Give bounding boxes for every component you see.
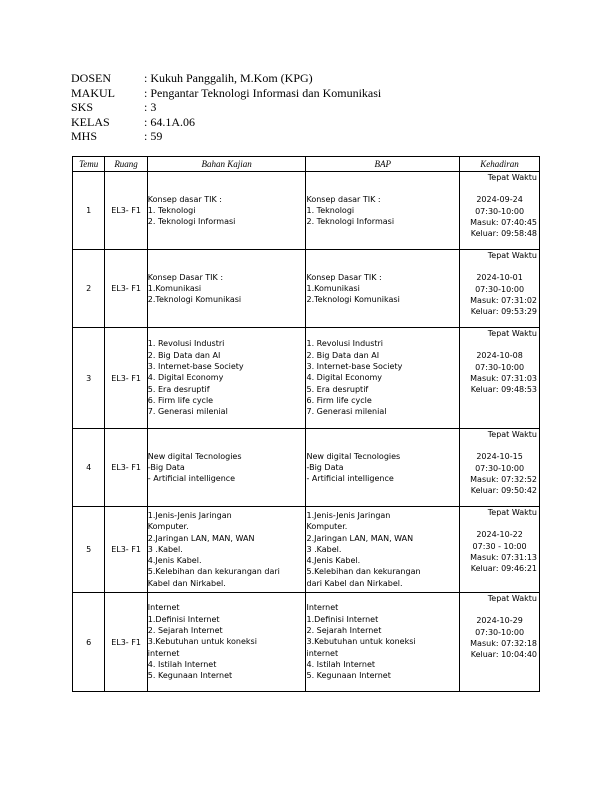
cell-kehadiran (460, 593, 540, 692)
attendance-check-in: Masuk: 07:31:03 (470, 373, 537, 383)
header-label: MHS (71, 129, 98, 143)
cell-text-line: Komputer. (147, 522, 189, 532)
header-value: : Kukuh Panggalih, M.Kom (KPG) (144, 71, 313, 85)
cell-text-line: 4. Istilah Internet (306, 659, 376, 669)
cell-text-line: 3 .Kabel. (306, 544, 342, 554)
cell-text-line: 5. Kegunaan Internet (306, 671, 391, 681)
spacer (460, 183, 539, 194)
header-value: : 3 (144, 100, 157, 114)
attendance-date: 2024-10-01 (476, 273, 523, 283)
cell-ruang: EL3- F1 (105, 507, 147, 593)
cell-text-line: 3 .Kabel. (147, 544, 183, 554)
header-value: : 64.1A.06 (144, 114, 195, 129)
cell-text-line: Komputer. (306, 522, 348, 532)
cell-ruang: EL3- F1 (105, 250, 147, 328)
spacer (460, 261, 539, 272)
column-header-bap: BAP (306, 157, 460, 172)
cell-text-line: 3.Kebutuhan untuk koneksi (147, 637, 257, 647)
spacer (460, 440, 539, 451)
cell-text-line: 2. Teknologi Informasi (147, 217, 236, 227)
cell-temu: 1 (73, 172, 105, 250)
header-row-mhs (71, 129, 381, 144)
cell-bahan-kajian (147, 429, 306, 507)
cell-temu: 3 (73, 328, 105, 429)
attendance-date: 2024-10-15 (476, 452, 523, 462)
attendance-time-range: 07:30-10:00 (475, 463, 525, 473)
cell-text-line: 5. Era desruptif (306, 384, 369, 394)
attendance-date: 2024-10-22 (476, 530, 523, 540)
cell-text-line: 1.Definisi Internet (147, 614, 220, 624)
attendance-check-out: Keluar: 10:04:40 (470, 650, 537, 660)
cell-text-line: 2.Teknologi Komunikasi (306, 295, 400, 305)
cell-text-line: 1.Definisi Internet (306, 614, 379, 624)
cell-bap (306, 593, 460, 692)
header-row-sks (71, 100, 381, 115)
cell-text-line: 3. Internet-base Society (306, 362, 403, 372)
header-label: DOSEN (71, 71, 112, 85)
table-row (73, 507, 540, 593)
header-label: SKS (71, 100, 94, 114)
attendance-date: 2024-10-08 (476, 351, 523, 361)
cell-text-line: 1.Komunikasi (306, 283, 360, 293)
cell-bahan-kajian (147, 172, 306, 250)
table-row (73, 328, 540, 429)
attendance-check-in: Masuk: 07:32:52 (470, 474, 537, 484)
attendance-time-range: 07:30-10:00 (475, 284, 525, 294)
cell-text-line: 5.Kelebihan dan kekurangan dari (147, 567, 280, 577)
cell-text-line: internet (306, 648, 339, 658)
cell-text-line: 5.Kelebihan dan kekurangan (306, 567, 421, 577)
cell-text-line: 2. Big Data dan AI (147, 350, 221, 360)
cell-text-line: 6. Firm life cycle (306, 395, 372, 405)
cell-text-line: -Big Data (306, 462, 344, 472)
cell-text-line: Konsep Dasar TIK : (147, 272, 224, 282)
cell-text-line: Kabel dan Nirkabel. (147, 578, 226, 588)
cell-text-line: dari Kabel dan Nirkabel. (306, 578, 403, 588)
cell-text-line: Konsep Dasar TIK : (306, 272, 382, 282)
cell-text-line: Konsep dasar TIK : (306, 194, 381, 204)
cell-bahan-kajian (147, 507, 306, 593)
table-row (73, 172, 540, 250)
cell-text-line: 2.Jaringan LAN, MAN, WAN (147, 533, 255, 543)
attendance-check-out: Keluar: 09:53:29 (470, 307, 537, 317)
cell-ruang: EL3- F1 (105, 328, 147, 429)
attendance-check-in: Masuk: 07:32:18 (470, 638, 537, 648)
header-value: : 59 (144, 129, 163, 143)
cell-ruang: EL3- F1 (105, 593, 147, 692)
table-row (73, 593, 540, 692)
cell-text-line: 7. Generasi milenial (306, 407, 387, 417)
header-label: KELAS (71, 114, 110, 129)
column-header-bahan-kajian: Bahan Kajian (147, 157, 306, 172)
attendance-check-in: Masuk: 07:40:45 (470, 217, 537, 227)
attendance-status: Tepat Waktu (487, 251, 537, 260)
cell-bap (306, 172, 460, 250)
attendance-status: Tepat Waktu (487, 430, 537, 439)
cell-ruang: EL3- F1 (105, 429, 147, 507)
cell-text-line: New digital Tecnologies (306, 451, 401, 461)
cell-text-line: 2. Teknologi Informasi (306, 217, 395, 227)
attendance-status: Tepat Waktu (487, 594, 537, 603)
cell-text-line: 4. Digital Economy (306, 373, 382, 383)
header-label: MAKUL (71, 85, 115, 100)
cell-temu: 2 (73, 250, 105, 328)
column-header-ruang: Ruang (105, 157, 147, 172)
cell-kehadiran (460, 172, 540, 250)
cell-text-line: 1.Jenis-Jenis Jaringan (147, 510, 232, 520)
attendance-check-out: Keluar: 09:58:48 (470, 229, 537, 239)
attendance-status: Tepat Waktu (487, 508, 537, 517)
cell-kehadiran (460, 507, 540, 593)
cell-bap (306, 507, 460, 593)
cell-text-line: 5. Kegunaan Internet (147, 671, 233, 681)
attendance-table (72, 156, 540, 692)
cell-text-line: 4. Digital Economy (147, 373, 224, 383)
header-row-dosen (71, 71, 381, 86)
attendance-time-range: 07:30-10:00 (475, 362, 525, 372)
cell-text-line: 3.Kebutuhan untuk koneksi (306, 637, 416, 647)
attendance-check-out: Keluar: 09:46:21 (470, 564, 537, 574)
cell-text-line: - Artificial intelligence (147, 474, 236, 484)
cell-text-line: 3. Internet-base Society (147, 362, 244, 372)
cell-text-line: 1. Teknologi (306, 205, 355, 215)
cell-text-line: 1. Teknologi (147, 205, 196, 215)
attendance-check-out: Keluar: 09:50:42 (470, 486, 537, 496)
cell-text-line: -Big Data (147, 462, 185, 472)
cell-text-line: 7. Generasi milenial (147, 407, 228, 417)
cell-kehadiran (460, 328, 540, 429)
cell-bap (306, 429, 460, 507)
attendance-status: Tepat Waktu (487, 329, 537, 338)
cell-text-line: Konsep dasar TIK : (147, 194, 222, 204)
cell-bahan-kajian (147, 593, 306, 692)
cell-text-line: New digital Tecnologies (147, 451, 242, 461)
attendance-date: 2024-09-24 (476, 195, 523, 205)
attendance-check-in: Masuk: 07:31:13 (470, 552, 537, 562)
cell-kehadiran (460, 429, 540, 507)
cell-text-line: 2. Big Data dan AI (306, 350, 380, 360)
header-row-makul (71, 86, 381, 101)
cell-text-line: 2. Sejarah Internet (306, 626, 382, 636)
header-row-kelas (71, 115, 381, 130)
attendance-date: 2024-10-29 (476, 616, 523, 626)
spacer (460, 339, 539, 350)
cell-text-line: 1. Revolusi Industri (147, 339, 225, 349)
cell-text-line: 2.Jaringan LAN, MAN, WAN (306, 533, 414, 543)
cell-text-line: 5. Era desruptif (147, 384, 210, 394)
attendance-time-range: 07:30-10:00 (475, 206, 525, 216)
spacer (460, 604, 539, 615)
cell-ruang: EL3- F1 (105, 172, 147, 250)
column-header-temu: Temu (73, 157, 105, 172)
cell-temu: 4 (73, 429, 105, 507)
cell-text-line: - Artificial intelligence (306, 474, 394, 484)
cell-text-line: 4.Jenis Kabel. (147, 556, 202, 566)
cell-bap (306, 328, 460, 429)
table-header-row (73, 157, 540, 172)
attendance-check-in: Masuk: 07:31:02 (470, 295, 537, 305)
cell-temu: 5 (73, 507, 105, 593)
cell-temu: 6 (73, 593, 105, 692)
cell-text-line: Internet (147, 603, 180, 613)
table-body (73, 172, 540, 692)
cell-bahan-kajian (147, 328, 306, 429)
cell-bap (306, 250, 460, 328)
attendance-check-out: Keluar: 09:48:53 (470, 385, 537, 395)
cell-text-line: 4. Istilah Internet (147, 659, 217, 669)
table-row (73, 250, 540, 328)
attendance-status: Tepat Waktu (487, 173, 537, 182)
cell-text-line: Internet (306, 603, 339, 613)
attendance-time-range: 07:30 - 10:00 (472, 541, 527, 551)
course-header (71, 71, 381, 144)
table-row (73, 429, 540, 507)
header-value: : Pengantar Teknologi Informasi dan Komunikasi (144, 85, 382, 100)
spacer (460, 518, 539, 529)
cell-text-line: 1.Jenis-Jenis Jaringan (306, 510, 391, 520)
cell-text-line: 4.Jenis Kabel. (306, 556, 361, 566)
cell-text-line: 1. Revolusi Industri (306, 339, 384, 349)
cell-text-line: 6. Firm life cycle (147, 395, 214, 405)
column-header-kehadiran: Kehadiran (460, 157, 540, 172)
attendance-time-range: 07:30-10:00 (475, 627, 525, 637)
cell-bahan-kajian (147, 250, 306, 328)
cell-kehadiran (460, 250, 540, 328)
cell-text-line: internet (147, 648, 180, 658)
cell-text-line: 2.Teknologi Komunikasi (147, 295, 242, 305)
cell-text-line: 1.Komunikasi (147, 283, 202, 293)
cell-text-line: 2. Sejarah Internet (147, 626, 223, 636)
